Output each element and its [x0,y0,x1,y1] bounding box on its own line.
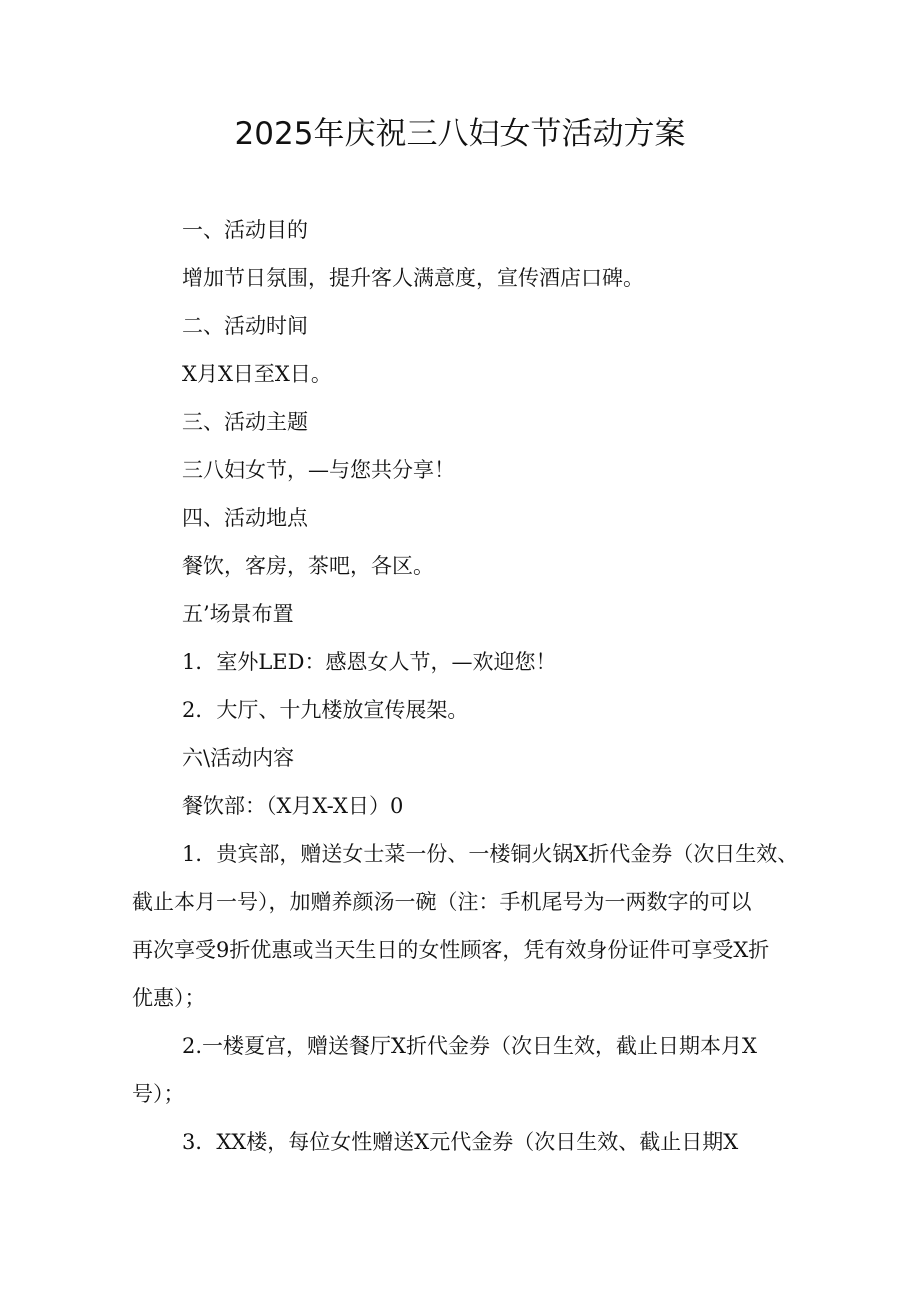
section-heading-location: 四、活动地点 [182,506,308,530]
list-item-content-2-line-2: 号）； [132,1082,185,1106]
paragraph-catering-dept: 餐饮部：（X月X-X日）0 [182,794,404,818]
section-heading-decoration: 五’场景布置 [182,602,294,626]
paragraph-location: 餐饮，客房，茶吧，各区。 [182,554,434,578]
list-item-decoration-2: 2．大厅、十九楼放宣传展架。 [182,698,469,722]
paragraph-purpose: 增加节日氛围，提升客人满意度，宣传酒店口碑。 [182,266,644,290]
section-heading-content: 六\活动内容 [182,746,295,770]
list-item-content-1-line-4: 优惠）； [132,986,206,1010]
list-item-content-3-line-1: 3．XX楼，每位女性赠送X元代金券（次日生效、截止日期X [182,1130,739,1154]
list-item-content-1-line-3: 再次享受9折优惠或当天生日的女性顾客，凭有效身份证件可享受X折 [132,938,770,962]
paragraph-time: X月X日至X日。 [182,362,332,386]
list-item-content-2-line-1: 2.一楼夏宫，赠送餐厅X折代金券（次日生效，截止日期本月X [182,1034,757,1058]
section-heading-time: 二、活动时间 [182,314,308,338]
paragraph-theme: 三八妇女节，—与您共分享！ [182,458,455,482]
section-heading-purpose: 一、活动目的 [182,218,308,242]
list-item-content-1-line-2: 截止本月一号），加赠养颜汤一碗（注：手机尾号为一两数字的可以 [132,890,752,914]
document-title: 2025年庆祝三八妇女节活动方案 [234,116,686,152]
list-item-content-1-line-1: 1．贵宾部，赠送女士菜一份、一楼铜火锅X折代金券（次日生效、 [182,842,799,866]
list-item-decoration-1: 1．室外LED：感恩女人节，—欢迎您！ [182,650,557,674]
section-heading-theme: 三、活动主题 [182,410,308,434]
